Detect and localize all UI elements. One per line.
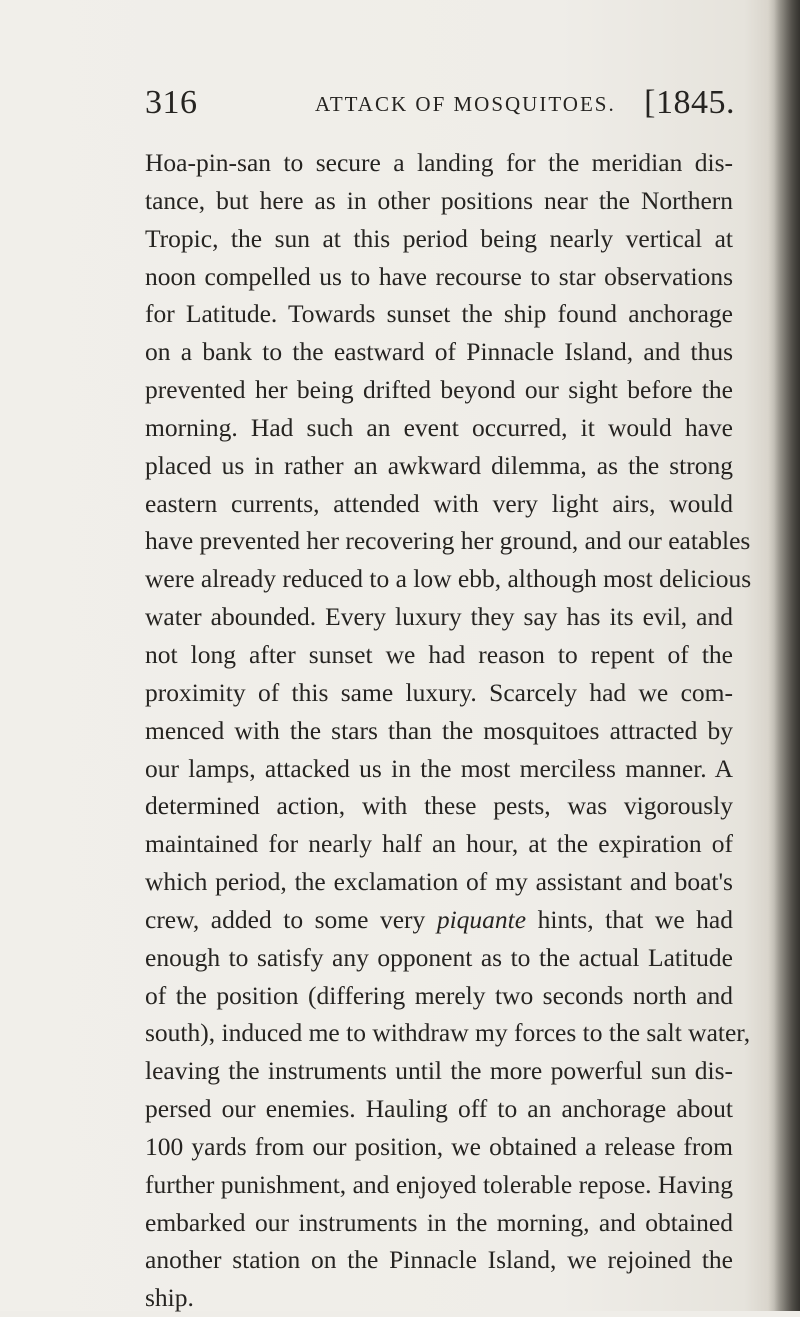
running-title: ATTACK OF MOSQUITOES. (315, 92, 616, 116)
text-line: another station on the Pinnacle Island, we rejoined the (145, 1245, 733, 1275)
page-number: 316 (145, 84, 198, 121)
text-line: south), induced me to withdraw my forces to the salt water, (145, 1018, 751, 1048)
text-line: placed us in rather an awkward dilemma, as the strong (145, 450, 733, 480)
text-line: on a bank to the eastward of Pinnacle Island, and thus (145, 337, 733, 367)
text-line: 100 yards from our position, we obtained a release from (145, 1131, 733, 1161)
text-line: persed our enemies. Hauling off to an anchorage about (145, 1094, 733, 1124)
text-line: maintained for nearly half an hour, at the expiration of (145, 829, 733, 859)
italic-word: piquante (436, 904, 527, 934)
text-line: have prevented her recovering her ground, and our eatables (145, 526, 751, 556)
text-line: water abounded. Every luxury they say has its evil, and (145, 602, 733, 632)
text-line: Tropic, the sun at this period being nearly vertical at (145, 223, 733, 253)
text-segment: crew, added to some very (145, 904, 437, 934)
text-line: tance, but here as in other positions near the Northern (145, 185, 733, 215)
text-line: ship. (145, 1283, 194, 1313)
text-line: enough to satisfy any opponent as to the actual Latitude (145, 942, 733, 972)
text-line: were already reduced to a low ebb, although most delicious (145, 564, 752, 594)
text-line: menced with the stars than the mosquitoes attracted by (145, 715, 733, 745)
text-line: prevented her being drifted beyond our sight before the (145, 375, 733, 405)
page-gutter-shadow (774, 0, 800, 1311)
text-line: leaving the instruments until the more powerful sun dis- (145, 1056, 733, 1086)
text-line: Hoa-pin-san to secure a landing for the meridian dis- (145, 148, 733, 177)
text-line: of the position (differing merely two seconds north and (145, 980, 733, 1010)
text-line-with-italic (145, 901, 733, 939)
text-line: embarked our instruments in the morning, and obtained (145, 1207, 733, 1237)
text-line: our lamps, attacked us in the most merciless manner. A (145, 753, 733, 783)
text-line: further punishment, and enjoyed tolerable repose. Having (145, 1169, 733, 1199)
text-line: eastern currents, attended with very light airs, would (145, 488, 733, 518)
text-line: determined action, with these pests, was vigorously (145, 791, 733, 821)
running-header (145, 84, 735, 124)
text-line: proximity of this same luxury. Scarcely had we com- (145, 677, 733, 707)
text-line: which period, the exclamation of my assistant and boat's (145, 867, 733, 897)
text-line: for Latitude. Towards sunset the ship found anchorage (145, 299, 733, 329)
text-line: morning. Had such an event occurred, it would have (145, 412, 733, 442)
text-segment: hints, that we had (526, 904, 733, 934)
text-line: not long after sunset we had reason to repent of the (145, 639, 733, 669)
running-year: [1845. (644, 84, 735, 121)
text-line: noon compelled us to have recourse to star observations (145, 261, 733, 291)
body-text (145, 144, 752, 1317)
